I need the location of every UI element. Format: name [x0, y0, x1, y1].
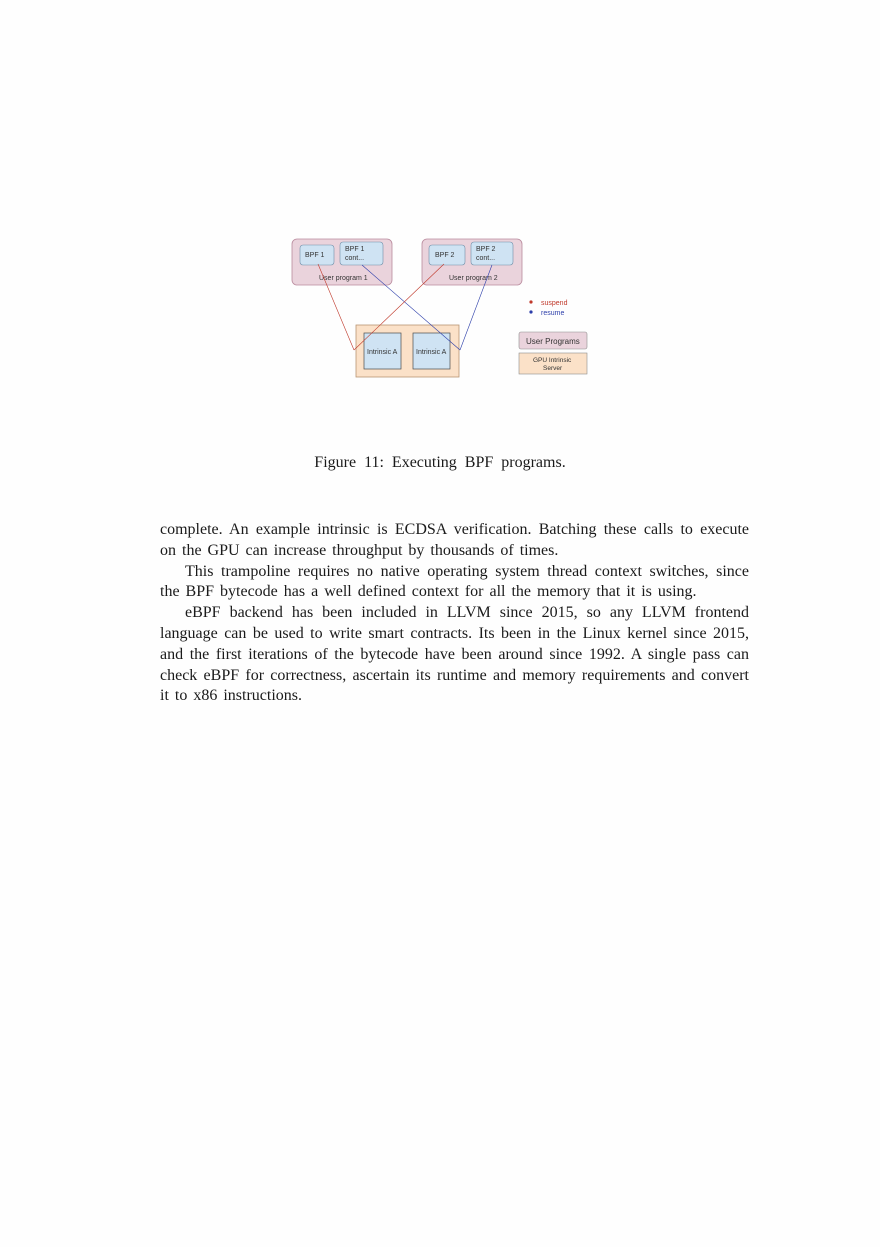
paragraph-1: complete. An example intrinsic is ECDSA verification. Batching these calls to execute on the GPU can increase throughput by thousands of times.	[160, 521, 749, 559]
gpu-server-legend-label-line2: Server	[543, 365, 563, 372]
bpf-1-cont-label-line2: cont...	[345, 255, 365, 262]
bpf-execution-figure	[288, 234, 598, 382]
bpf-2-label: BPF 2	[435, 252, 455, 259]
user-program-2-group	[422, 239, 522, 285]
paragraph-3: eBPF backend has been included in LLVM since 2015, so any LLVM frontend language can be used to write smart contracts. Its been in the Linux kernel since 2015, and the first iterations of the bytecode have been around since 1992. A single pass can check eBPF for correctness, ascertain its runtime and memory requirements and convert it to x86 instructions.	[160, 604, 749, 705]
resume-legend-label: resume	[541, 310, 565, 317]
intrinsic-a-left-label: Intrinsic A	[367, 349, 398, 356]
bpf-1-label: BPF 1	[305, 252, 325, 259]
bpf-2-cont-label-line1: BPF 2	[476, 246, 496, 253]
figure-caption: Figure 11: Executing BPF programs.	[314, 454, 566, 471]
resume-legend-dot	[529, 310, 532, 313]
legend	[519, 300, 587, 374]
bpf-2-cont-label-line2: cont...	[476, 255, 496, 262]
body-text	[160, 520, 749, 707]
bpf-1-cont-label-line1: BPF 1	[345, 246, 365, 253]
suspend-legend-dot	[529, 300, 532, 303]
paragraph-2: This trampoline requires no native operating system thread context switches, since the BPF bytecode has a well defined context for all the memory that it is using.	[160, 562, 749, 601]
suspend-legend-label: suspend	[541, 300, 568, 307]
user-programs-legend-label: User Programs	[526, 337, 580, 346]
gpu-intrinsic-server-group	[356, 325, 459, 377]
user-program-2-label: User program 2	[449, 275, 498, 282]
intrinsic-a-right-label: Intrinsic A	[416, 349, 447, 356]
user-program-1-label: User program 1	[319, 275, 368, 282]
gpu-server-legend-label-line1: GPU Intrinsic	[533, 357, 572, 364]
bpf-execution-diagram	[288, 234, 598, 382]
